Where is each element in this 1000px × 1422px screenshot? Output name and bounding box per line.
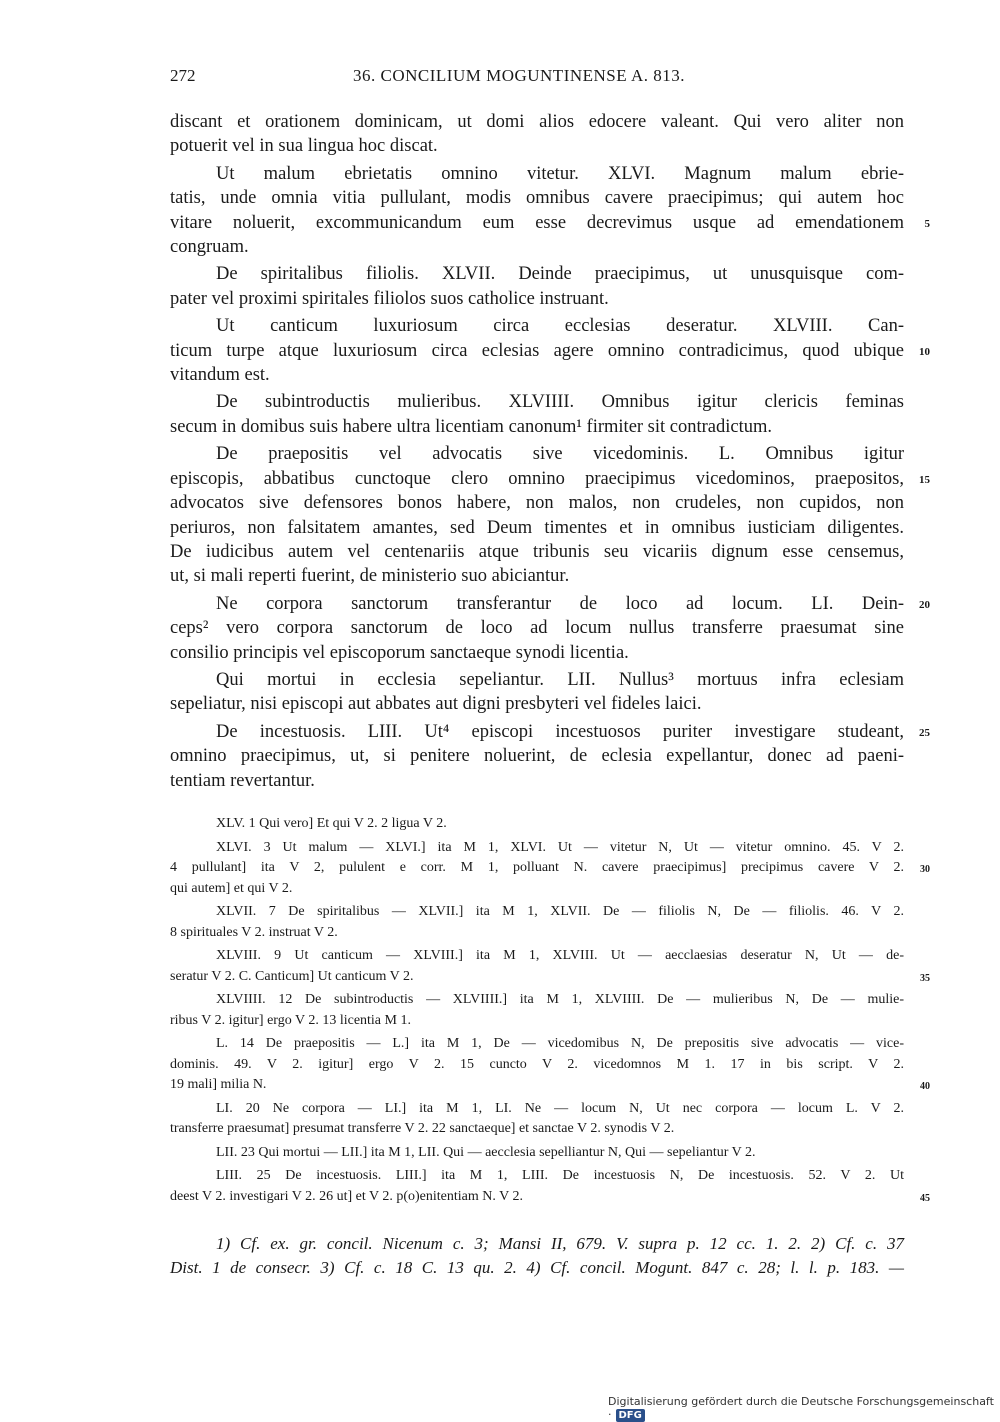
page-header bbox=[170, 66, 904, 92]
footnote-line: Dist. 1 de consecr. 3) Cf. c. 18 C. 13 qu. 2. 4) Cf. concil. Mogunt. 847 c. 28; l. l. p. 183. — bbox=[170, 1258, 904, 1277]
text-line-content: De spiritalibus filiolis. XLVII. Deinde praecipimus, ut unusquisque com- bbox=[216, 264, 904, 285]
text-line: pater vel proximi spiritales filiolos suos catholice instruant. bbox=[170, 288, 609, 309]
footnote-line: 1) Cf. ex. gr. concil. Nicenum c. 3; Mansi II, 679. V. supra p. 12 cc. 1. 2. 2) Cf. c. 37 bbox=[216, 1234, 904, 1253]
text-line bbox=[170, 720, 930, 744]
text-line: ut, si mali reperti fuerint, de ministerio suo abiciantur. bbox=[170, 566, 570, 587]
text-line: potuerit vel in sua lingua hoc discat. bbox=[170, 136, 438, 157]
line-number: 25 bbox=[919, 726, 930, 739]
apparatus-line bbox=[170, 1187, 930, 1208]
line-number: 45 bbox=[920, 1192, 930, 1204]
line-number: 10 bbox=[919, 345, 930, 358]
text-line-content: ticum turpe atque luxuriosum circa eclesias agere omnino contradicimus, quod ubique bbox=[170, 340, 904, 361]
text-line-content: De incestuosis. LIII. Ut⁴ episcopi incestuosos puriter investigare studeant, bbox=[216, 721, 904, 742]
text-line-content: De subintroductis mulieribus. XLVIIII. Omnibus igitur clericis feminas bbox=[216, 392, 904, 413]
apparatus-line bbox=[170, 967, 930, 988]
text-line-content: Ne corpora sanctorum transferantur de loco ad locum. LI. Dein- bbox=[216, 593, 904, 614]
apparatus-line: LIII. 25 De incestuosis. LIII.] ita M 1, LIII. De incestuosis N, De incestuosis. 52. V 2. Ut bbox=[216, 1168, 904, 1183]
text-line-content: Ut canticum luxuriosum circa ecclesias deseratur. XLVIII. Can- bbox=[216, 316, 904, 337]
text-line-content: Ut malum ebrietatis omnino vitetur. XLVI. Magnum malum ebrie- bbox=[216, 163, 904, 184]
text-line: periuros, non falsitatem amantes, sed Deum timentes et in omnibus iusticiam diligentes. bbox=[170, 517, 904, 538]
apparatus-entry bbox=[170, 1143, 904, 1164]
text-line bbox=[170, 668, 904, 692]
apparatus-entry bbox=[170, 838, 930, 900]
apparatus-entry bbox=[170, 1099, 904, 1140]
apparatus-entry bbox=[170, 1166, 930, 1207]
line-number: 30 bbox=[920, 864, 930, 875]
apparatus-line: XLV. 1 Qui vero] Et qui V 2. 2 ligua V 2. bbox=[216, 816, 447, 831]
apparatus-line: XLVI. 3 Ut malum — XLVI.] ita M 1, XLVI. Ut — vitetur N, Ut — vitetur omnino. 45. V 2. bbox=[216, 839, 904, 855]
apparatus-line: dominis. 49. V 2. igitur] ergo V 2. 15 cuncto V 2. vicedomnos M 1. 17 in bis script. V 2. bbox=[170, 1056, 904, 1072]
text-line-content: vitare noluerit, excommunicandum eum esse decrevimus usque ad emendationem bbox=[170, 212, 904, 233]
page-number: 272 bbox=[170, 66, 196, 85]
text-line bbox=[170, 442, 904, 466]
digitization-credit bbox=[608, 1395, 1000, 1422]
footnotes bbox=[170, 1232, 904, 1280]
text-line: consilio principis vel episcoporum sanctaeque synodi licentia. bbox=[170, 642, 629, 663]
text-line: discant et orationem dominicam, ut domi alios edocere valeant. Qui vero aliter non bbox=[170, 112, 904, 132]
apparatus-line bbox=[170, 858, 930, 879]
line-number: 20 bbox=[919, 598, 930, 611]
apparatus-line-content: seratur V 2. C. Canticum] Ut canticum V 2. bbox=[170, 968, 414, 984]
apparatus-line-content: deest V 2. investigari V 2. 26 ut] et V 2. p(o)enitentiam N. V 2. bbox=[170, 1188, 523, 1204]
text-line: ceps² vero corpora sanctorum de loco ad locum nullus transferre praesumat sine bbox=[170, 618, 904, 639]
text-line: congruam. bbox=[170, 237, 249, 258]
line-number: 40 bbox=[920, 1081, 930, 1092]
apparatus-line-content: 4 pullulant] ita V 2, pululent e corr. M 1, polluant N. cavere praecipimus] precipimus cavere V 2. bbox=[170, 860, 904, 875]
line-number: 35 bbox=[920, 972, 930, 984]
text-line: tatis, unde omnia vitia pullulant, modis omnibus cavere praecipimus; qui autem hoc bbox=[170, 188, 904, 209]
text-line bbox=[170, 467, 930, 491]
text-line-content: episcopis, abbatibus cunctoque clero omnino praecipimus vicedominos, praepositos, bbox=[170, 468, 904, 489]
apparatus-line: transferre praesumat] presumat transferre V 2. 22 sanctaeque] et sanctae V 2. synodis V 2. bbox=[170, 1121, 675, 1136]
apparatus-line: LI. 20 Ne corpora — LI.] ita M 1, LI. Ne — locum N, Ut nec corpora — locum L. V 2. bbox=[216, 1100, 904, 1116]
apparatus-entry bbox=[170, 1034, 930, 1096]
line-number: 15 bbox=[919, 473, 930, 486]
text-line bbox=[170, 339, 930, 363]
text-line bbox=[170, 314, 904, 338]
text-line bbox=[170, 592, 930, 616]
apparatus-line: XLVIIII. 12 De subintroductis — XLVIIII.] ita M 1, XLVIIII. De — mulieribus N, De — mulie- bbox=[216, 992, 904, 1007]
text-line: omnino praecipimus, ut, si penitere noluerint, de eclesia expellantur, donec ad paeni- bbox=[170, 746, 904, 767]
apparatus-line-content: 19 mali] milia N. bbox=[170, 1077, 267, 1092]
critical-apparatus bbox=[170, 814, 930, 1210]
text-line-content: De praepositis vel advocatis sive vicedominis. L. Omnibus igitur bbox=[216, 444, 904, 465]
text-line bbox=[170, 390, 904, 414]
text-line bbox=[170, 211, 930, 235]
apparatus-line bbox=[170, 1075, 930, 1096]
text-line bbox=[170, 162, 904, 186]
running-title: 36. CONCILIUM MOGUNTINENSE A. 813. bbox=[353, 66, 685, 85]
apparatus-line: LII. 23 Qui mortui — LII.] ita M 1, LII. Qui — aecclesia sepelliantur N, Qui — sepeliantur V 2. bbox=[216, 1144, 756, 1160]
text-line: secum in domibus suis habere ultra licentiam canonum¹ firmiter sit contradictum. bbox=[170, 416, 773, 437]
text-line bbox=[170, 262, 904, 286]
apparatus-line: 8 spirituales V 2. instruat V 2. bbox=[170, 924, 338, 940]
text-line: advocatos sive defensores bonos habere, non malos, non crudeles, non cupidos, non bbox=[170, 493, 904, 514]
apparatus-line: XLVII. 7 De spiritalibus — XLVII.] ita M 1, XLVII. De — filiolis N, De — filiolis. 46. V 2. bbox=[216, 904, 904, 919]
apparatus-line: ribus V 2. igitur] ergo V 2. 13 licentia M 1. bbox=[170, 1012, 411, 1028]
credit-text: Digitalisierung gefördert durch die Deutsche Forschungsgemeinschaft · bbox=[608, 1395, 994, 1421]
apparatus-entry bbox=[170, 990, 904, 1031]
text-line: sepeliatur, nisi episcopi aut abbates aut digni presbyteri vel fideles laici. bbox=[170, 694, 702, 715]
line-number: 5 bbox=[924, 217, 930, 230]
apparatus-line: L. 14 De praepositis — L.] ita M 1, De — vicedomibus N, De prepositis sive advocatis — vice- bbox=[216, 1036, 904, 1051]
apparatus-line: XLVIII. 9 Ut canticum — XLVIII.] ita M 1, XLVIII. Ut — aecclaesias deseratur N, Ut — de- bbox=[216, 948, 904, 963]
apparatus-entry bbox=[170, 814, 904, 835]
apparatus-entry bbox=[170, 902, 904, 943]
main-text bbox=[170, 110, 930, 793]
text-line: vitandum est. bbox=[170, 365, 270, 386]
apparatus-entry bbox=[170, 946, 930, 987]
text-line-content: Qui mortui in ecclesia sepeliantur. LII. Nullus³ mortuus infra eclesiam bbox=[216, 669, 904, 690]
text-line: tentiam revertantur. bbox=[170, 770, 315, 791]
apparatus-line: qui autem] et qui V 2. bbox=[170, 880, 293, 896]
text-line: De iudicibus autem vel centenariis atque tribunis seu vicariis dignum esse censemus, bbox=[170, 541, 904, 562]
dfg-logo: DFG bbox=[616, 1409, 645, 1422]
